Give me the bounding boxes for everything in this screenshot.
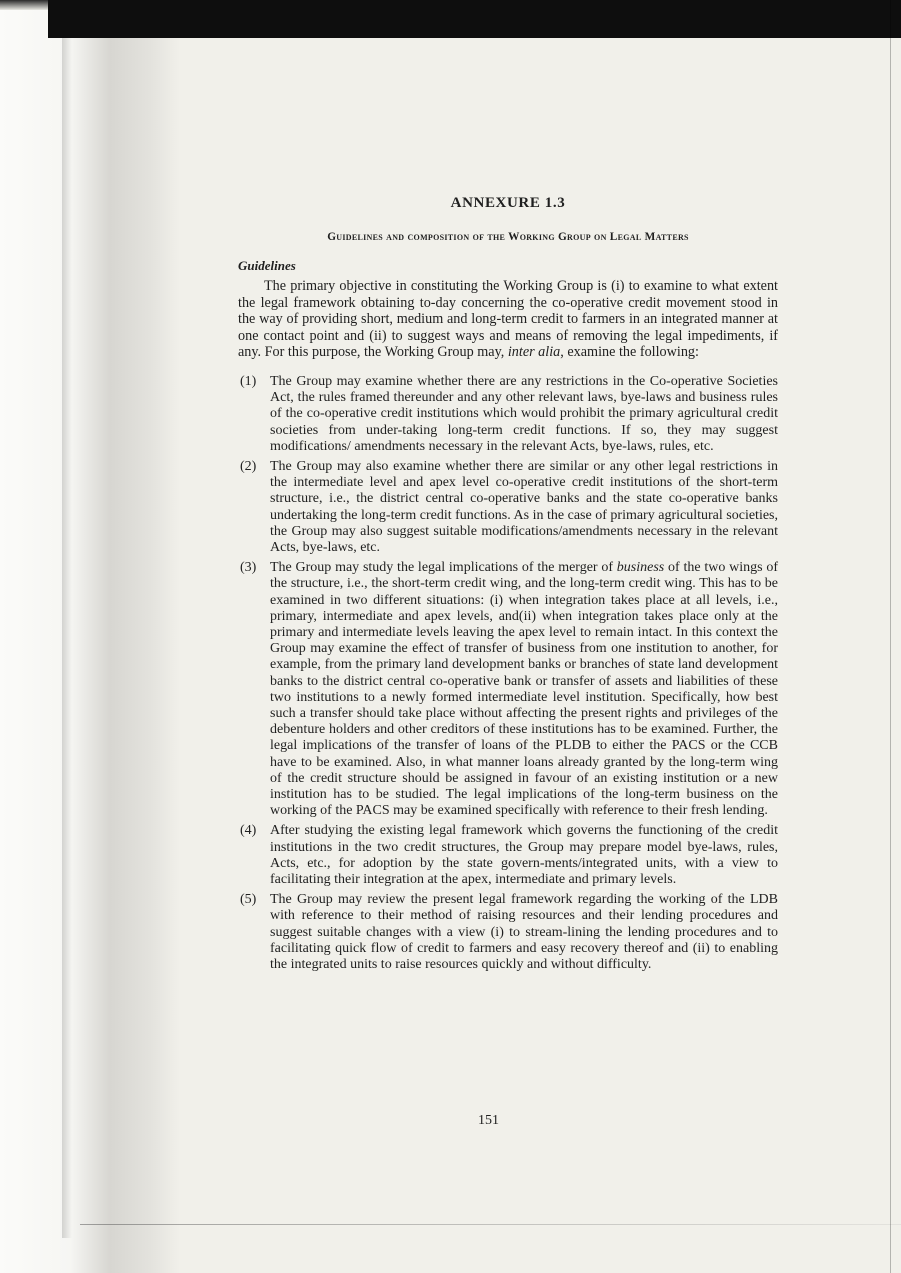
scan-binding-shadow (62, 38, 72, 1238)
guideline-number: (2) (240, 458, 257, 474)
guideline-text: The Group may also examine whether there are similar or any other legal restrictions in the intermediate level and apex level co-operative credit institutions of the short-term structure, i.e., the district central co-operative banks and the state co-operative banks undertaking the long-term credit functions. As in the case of primary agricultural societies, the Group may also suggest suitable modifications/amendments necessary in the relevant Acts, bye-laws, etc. (270, 458, 778, 555)
document-page (238, 195, 778, 977)
guideline-text: The Group may examine whether there are any restrictions in the Co-operative Societies Act, the rules framed thereunder and any other relevant laws, bye-laws and business rules of the co-operative credit institutions which would prohibit the primary agricultural credit societies from under-taking long-term credit functions. If so, they may suggest modifications/ amendments necessary in the relevant Acts, bye-laws, rules, etc. (270, 373, 778, 454)
guideline-text: The Group may review the present legal framework regarding the working of the LDB with reference to their method of raising resources and their lending procedures and suggest suitable changes with a view (i) to stream-lining the lending procedures and to facilitating quick flow of credit to farmers and easy recovery thereof and (ii) to enabling the integrated units to raise resources quickly and without difficulty. (270, 892, 778, 973)
scan-gutter-shading (0, 0, 180, 1273)
guideline-item-1 (238, 374, 778, 455)
guideline-number: (1) (240, 373, 257, 389)
guideline-item-4 (238, 823, 778, 888)
guideline-item-2 (238, 459, 778, 556)
guideline-item-3 (238, 560, 778, 819)
guideline-text (270, 560, 778, 819)
guideline-number: (3) (240, 560, 257, 576)
guideline-item-5 (238, 892, 778, 973)
guideline-text: After studying the existing legal framework which governs the functioning of the credit institutions in the two credit structures, the Group may prepare model bye-laws, rules, Acts, etc., for adoption by the state govern-ments/integrated units, with a view to facilitating their integration at the apex, intermediate and primary levels. (270, 823, 778, 888)
scan-bottom-edge (80, 1224, 901, 1225)
guideline-emphasis: business (616, 560, 665, 576)
intro-paragraph (238, 278, 778, 361)
guideline-list (238, 374, 778, 973)
guideline-text-after: of the two wings of the structure, i.e., the short-term credit wing, and the long-term credit wing. This has to be examined in two different situations: (i) when integration takes place at all levels, i.e., primary, intermediate and apex levels, and(ii) when integration takes place only at the primary and intermediate levels leaving the apex level to remain intact. In this context the Group may examine the effect of transfer of business from one institution to another, for example, from the primary land development banks or branches of state land development banks to the district central co-operative bank or transfer of assets and liabilities of these two institutions to a newly formed intermediate level institution. Specifically, how best such a transfer should take place without affecting the present rights and privileges of the debenture holders and other creditors of these institutions has to be examined. Further, the legal implications of the transfer of loans of the PLDB to either the PACS or the CCB have to be examined. Also, in what manner loans already granted by the long-term wing of the credit structure should be assigned in favour of an existing institution or a new institution has to be studied. The legal implications of the long-term business on the working of the PACS may be examined specifically with reference to their fresh lending. (270, 560, 778, 819)
annexure-subtitle: Guidelines and composition of the Working Group on Legal Matters (327, 231, 689, 243)
scan-right-edge (890, 0, 891, 1273)
scan-top-border (48, 0, 901, 38)
page-number: 151 (478, 1113, 499, 1128)
scan-corner-shading (0, 0, 48, 10)
annexure-title: ANNEXURE 1.3 (450, 195, 566, 211)
guideline-number: (4) (240, 823, 257, 839)
intro-text-part1: The primary objective in constituting the Working Group is (i) to examine to what extent the legal framework obtaining to-day concerning the co-operative credit movement stood in the way of providing short, medium and long-term credit to farmers in an integrated manner at one contact point and (ii) to suggest ways and means of removing the legal impediments, if any. For this purpose, the Working Group may, (238, 278, 778, 361)
guideline-text-before: The Group may study the legal implications of the merger of (270, 560, 617, 576)
intro-text-part2: , examine the following: (560, 344, 699, 361)
intro-emphasis: inter alia (507, 344, 561, 361)
guideline-number: (5) (240, 892, 257, 908)
section-heading-guidelines: Guidelines (238, 258, 296, 273)
